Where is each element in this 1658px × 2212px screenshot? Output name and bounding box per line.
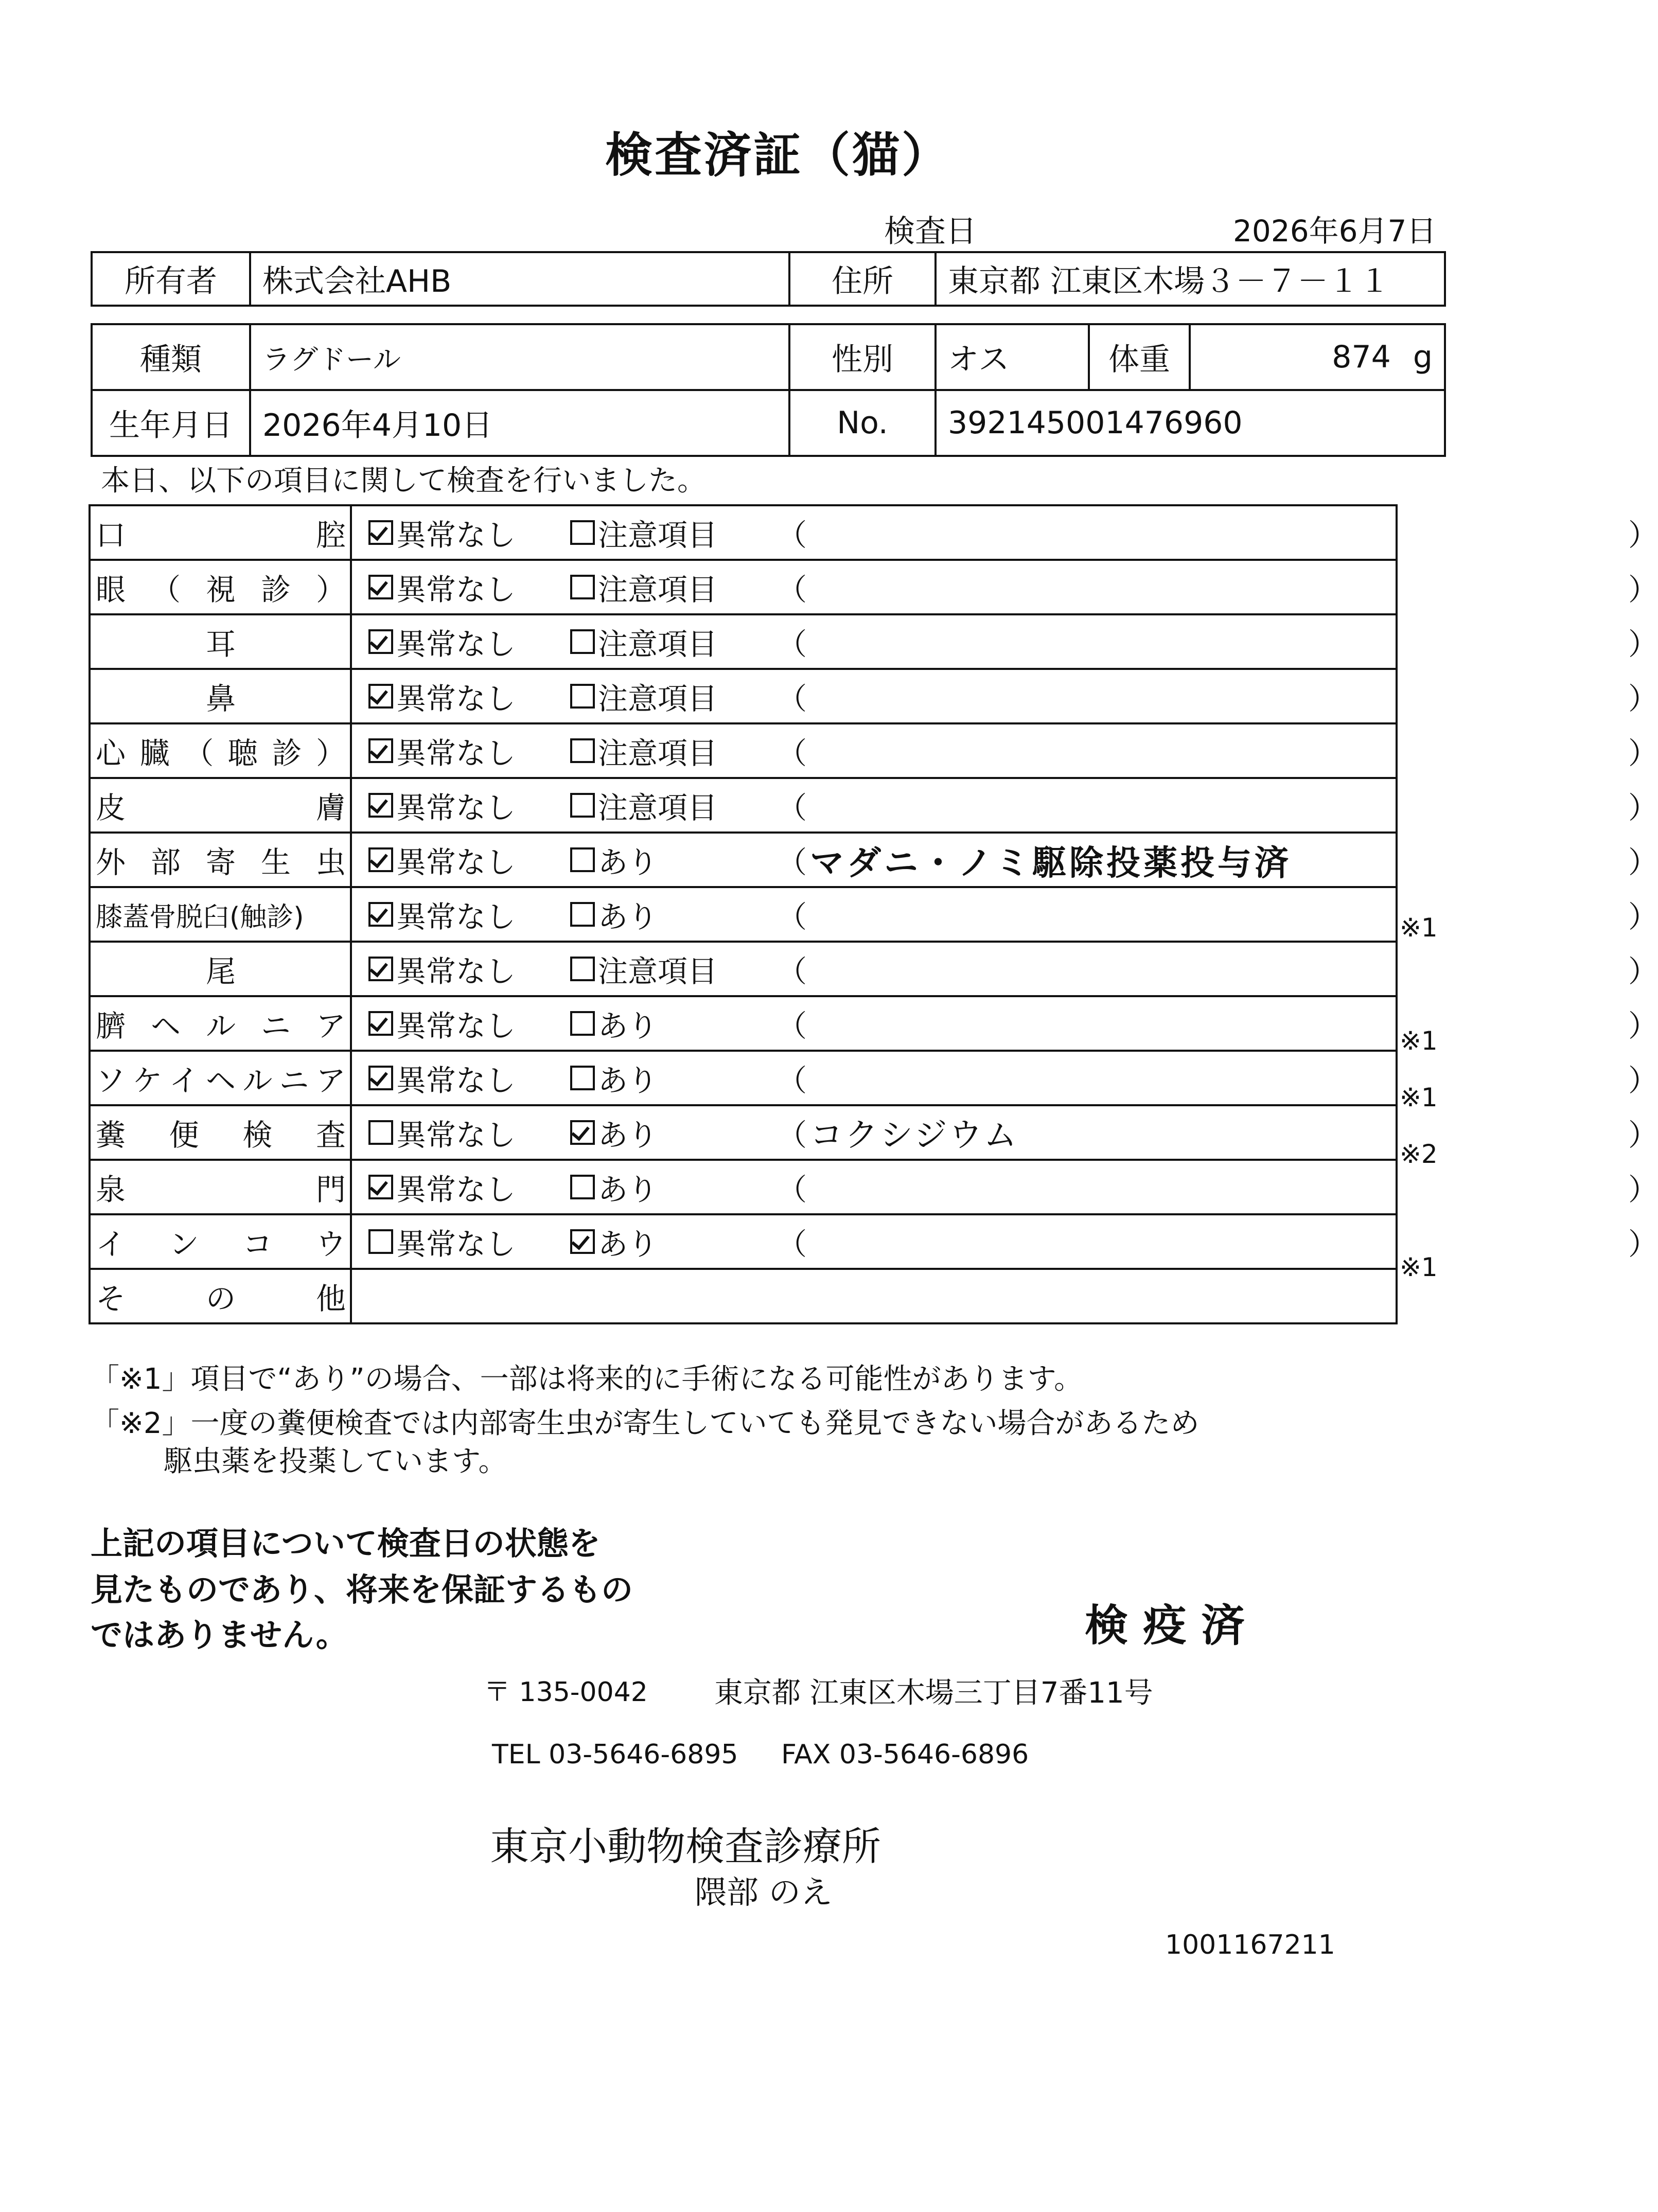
inspection-result	[351, 560, 1658, 614]
checkbox-unchecked[interactable]	[570, 575, 595, 599]
inspection-item-name	[90, 833, 351, 887]
option-normal-label: 異常なし	[396, 627, 516, 662]
item-name-char: ニ	[279, 1063, 309, 1098]
item-name-char: 虫	[315, 845, 346, 880]
option-present-label: あり	[598, 1227, 658, 1262]
item-name-char: 査	[315, 1118, 346, 1153]
inspection-item-name	[90, 1105, 351, 1160]
option-normal-label: 異常なし	[396, 954, 516, 989]
item-name-char: 皮	[96, 790, 126, 825]
address-label: 住所	[789, 252, 936, 306]
inspection-item-name	[90, 996, 351, 1051]
inspection-item-name	[90, 1160, 351, 1214]
checkbox-checked[interactable]	[368, 575, 393, 599]
option-normal-label: 異常なし	[396, 736, 516, 771]
footnote-1: 「※1」項目で“あり”の場合、一部は将来的に手術になる可能性があります。	[91, 1362, 1083, 1396]
checkbox-checked[interactable]	[368, 902, 393, 927]
option-present-label: あり	[598, 899, 658, 934]
item-name-text: 尾	[205, 954, 236, 989]
clinic-address: 東京都 江東区木場三丁目7番11号	[714, 1676, 1153, 1710]
disclaimer-line-3: ではありません。	[91, 1616, 348, 1654]
option-normal[interactable]	[368, 675, 516, 718]
inspection-row	[90, 942, 1397, 996]
option-present-label: あり	[598, 845, 658, 880]
inspection-row	[90, 833, 1397, 887]
inspection-result	[351, 833, 1658, 887]
option-caution-label: 注意項目	[598, 518, 718, 553]
inspection-item-name	[90, 1051, 351, 1105]
option-normal[interactable]	[368, 565, 516, 609]
option-present[interactable]	[570, 838, 658, 881]
option-normal[interactable]	[368, 1002, 516, 1045]
inspection-row	[90, 778, 1397, 833]
item-name-char: 外	[96, 845, 126, 880]
item-name-char: （	[184, 736, 214, 771]
note-paren-open: （	[777, 1227, 807, 1262]
option-normal[interactable]	[368, 1165, 516, 1209]
checkbox-checked[interactable]	[570, 1120, 595, 1145]
doctor-name: 隈部 のえ	[695, 1873, 833, 1911]
option-caution[interactable]	[570, 511, 717, 554]
inspection-table	[89, 504, 1658, 1324]
checkbox-checked[interactable]	[368, 520, 393, 545]
inspection-result	[351, 887, 1658, 942]
checkbox-unchecked[interactable]	[570, 684, 595, 709]
checkbox-unchecked[interactable]	[570, 1011, 595, 1036]
other-label-char: 他	[315, 1281, 346, 1316]
option-normal[interactable]	[368, 620, 516, 663]
inspection-result	[351, 669, 1658, 723]
item-name-char: 視	[205, 572, 236, 607]
option-normal-label: 異常なし	[396, 899, 516, 934]
checkbox-unchecked[interactable]	[570, 520, 595, 545]
inspection-result	[351, 1214, 1658, 1269]
option-present-label: あり	[598, 1063, 658, 1098]
option-present[interactable]	[570, 1111, 658, 1154]
note-paren-close: ）	[1628, 1008, 1658, 1043]
address-value: 東京都 江東区木場３－７－１１	[936, 252, 1445, 306]
checkbox-unchecked[interactable]	[570, 793, 595, 818]
item-name-char: 診	[260, 572, 291, 607]
inspection-result	[351, 1160, 1658, 1214]
checkbox-checked[interactable]	[368, 1175, 393, 1199]
footnote-mark: ※1	[1400, 913, 1438, 943]
item-name-char: コ	[242, 1227, 273, 1262]
item-name-text: 鼻	[205, 681, 236, 716]
item-name-char: ソ	[96, 1063, 126, 1098]
item-name-char: 口	[96, 518, 126, 553]
note-paren-close: ）	[1628, 899, 1658, 934]
note-paren-open: （	[777, 518, 807, 553]
option-normal-label: 異常なし	[396, 845, 516, 880]
note-paren-close: ）	[1628, 572, 1658, 607]
clinic-fax: FAX 03-5646-6896	[781, 1739, 1029, 1770]
note-paren-open: （	[777, 1118, 807, 1153]
disclaimer-line-1: 上記の項目について検査日の状態を	[91, 1525, 601, 1562]
item-name-char: 糞	[96, 1118, 126, 1153]
checkbox-unchecked[interactable]	[570, 738, 595, 763]
item-name-char: ア	[315, 1063, 346, 1098]
option-present-label: あり	[598, 1172, 658, 1207]
checkbox-unchecked[interactable]	[570, 902, 595, 927]
breed-label: 種類	[92, 324, 250, 390]
note-paren-open: （	[777, 790, 807, 825]
inspection-row	[90, 614, 1397, 669]
item-name-spread	[96, 511, 346, 554]
item-name-spread	[96, 1111, 346, 1154]
inspection-result	[351, 614, 1658, 669]
option-caution-label: 注意項目	[598, 627, 718, 662]
item-name-spread	[96, 838, 346, 881]
inspection-date-label: 検査日	[884, 214, 977, 250]
inspection-item-name	[90, 1214, 351, 1269]
item-name-char: 生	[260, 845, 291, 880]
item-name-char: イ	[169, 1063, 199, 1098]
option-normal-label: 異常なし	[396, 790, 516, 825]
option-normal[interactable]	[368, 947, 516, 990]
postal-code: 〒 135-0042	[484, 1677, 648, 1708]
owner-table	[91, 251, 1446, 307]
option-caution[interactable]	[570, 784, 717, 827]
item-name-spread	[96, 565, 346, 609]
item-name-char: 眼	[96, 572, 126, 607]
note-paren-open: （	[777, 572, 807, 607]
checkbox-unchecked[interactable]	[570, 847, 595, 872]
document-number: 1001167211	[1165, 1930, 1335, 1960]
note-paren-close: ）	[1628, 1063, 1658, 1098]
note-paren-close: ）	[1628, 1172, 1658, 1207]
sex-value: オス	[936, 324, 1089, 390]
inspection-row	[90, 887, 1397, 942]
clinic-name: 東京小動物検査診療所	[490, 1824, 881, 1869]
inspection-item-name	[90, 669, 351, 723]
footnote-mark: ※1	[1400, 1083, 1438, 1112]
checkbox-checked[interactable]	[368, 684, 393, 709]
other-label	[90, 1269, 351, 1323]
birthdate-value: 2026年4月10日	[250, 390, 789, 456]
item-name-spread	[96, 1056, 346, 1100]
item-name-char: 便	[169, 1118, 199, 1153]
inspection-row	[90, 1105, 1397, 1160]
footnote-mark: ※2	[1400, 1139, 1438, 1169]
inspection-item-name	[90, 942, 351, 996]
inspection-row	[90, 996, 1397, 1051]
option-normal[interactable]	[368, 511, 516, 554]
checkbox-checked[interactable]	[368, 1066, 393, 1090]
footnote-2: 「※2」一度の糞便検査では内部寄生虫が寄生していても発見できない場合があるため	[91, 1407, 1200, 1440]
inspection-result	[351, 1105, 1658, 1160]
note-paren-close: ）	[1628, 1118, 1658, 1153]
inspection-row	[90, 1160, 1397, 1214]
inspection-result	[351, 996, 1658, 1051]
footnote-mark: ※1	[1400, 1252, 1438, 1282]
owner-value: 株式会社AHB	[250, 252, 789, 306]
item-name-char: 聴	[227, 736, 258, 771]
checkbox-unchecked[interactable]	[368, 1229, 393, 1254]
footnote-2-continued: 駆虫薬を投薬しています。	[164, 1445, 507, 1478]
option-normal-label: 異常なし	[396, 518, 516, 553]
inspection-row	[90, 723, 1397, 778]
note-paren-open: （	[777, 627, 807, 662]
item-name-char: ）	[315, 572, 346, 607]
item-name-char: ヘ	[205, 1063, 236, 1098]
item-name-char: 寄	[205, 845, 236, 880]
owner-label: 所有者	[92, 252, 250, 306]
item-name-char: 診	[272, 736, 302, 771]
inspection-item-name	[90, 778, 351, 833]
item-name-char: 腔	[315, 518, 346, 553]
option-normal[interactable]	[368, 838, 516, 881]
item-name-char: ウ	[315, 1227, 346, 1262]
item-name-char: 膚	[315, 790, 346, 825]
item-name-text: 耳	[205, 627, 236, 662]
note-paren-close: ）	[1628, 736, 1658, 771]
item-name-char: 門	[315, 1172, 346, 1207]
note-paren-open: （	[777, 899, 807, 934]
item-name-spread	[96, 784, 346, 827]
checkbox-unchecked[interactable]	[368, 1120, 393, 1145]
option-present[interactable]	[570, 893, 658, 936]
option-normal[interactable]	[368, 1220, 516, 1263]
other-label-char: そ	[96, 1281, 126, 1316]
option-normal[interactable]	[368, 893, 516, 936]
item-name-char: ル	[242, 1063, 273, 1098]
checkbox-unchecked[interactable]	[570, 629, 595, 654]
inspection-item-name	[90, 505, 351, 560]
note-paren-open: （	[777, 681, 807, 716]
note-paren-close: ）	[1628, 518, 1658, 553]
quarantine-stamp: 検 疫 済	[1085, 1600, 1245, 1651]
option-present[interactable]	[570, 1002, 658, 1045]
option-normal[interactable]	[368, 1056, 516, 1100]
note-paren-open: （	[777, 954, 807, 989]
breed-value: ラグドール	[250, 324, 789, 390]
checkbox-checked[interactable]	[368, 957, 393, 981]
item-name-char: ン	[169, 1227, 199, 1262]
item-name-char: ケ	[132, 1063, 163, 1098]
birthdate-label: 生年月日	[92, 390, 250, 456]
checkbox-checked[interactable]	[368, 1011, 393, 1036]
inspection-row	[90, 505, 1397, 560]
inspection-result	[351, 942, 1658, 996]
note-paren-open: （	[777, 845, 807, 880]
weight-unit: g	[1413, 339, 1433, 375]
option-present-label: あり	[598, 1008, 658, 1043]
no-value: 392145001476960	[936, 390, 1445, 456]
item-name-char: 心	[96, 736, 126, 771]
option-caution-label: 注意項目	[598, 790, 718, 825]
inspection-item-name	[90, 887, 351, 942]
option-normal-label: 異常なし	[396, 1118, 516, 1153]
item-name-char: イ	[96, 1227, 126, 1262]
inspection-row	[90, 669, 1397, 723]
item-name-char: ヘ	[150, 1008, 181, 1043]
item-name-char: ア	[315, 1008, 346, 1043]
note-paren-close: ）	[1628, 1227, 1658, 1262]
note-paren-open: （	[777, 1008, 807, 1043]
checkbox-checked[interactable]	[570, 1229, 595, 1254]
option-normal-label: 異常なし	[396, 1172, 516, 1207]
inspection-item-name	[90, 723, 351, 778]
option-normal-label: 異常なし	[396, 681, 516, 716]
disclaimer-line-2: 見たものであり、将来を保証するもの	[91, 1571, 633, 1608]
item-name-spread	[96, 1002, 346, 1045]
item-name-text: 膝蓋骨脱臼(触診)	[96, 901, 304, 933]
item-name-char: 臓	[139, 736, 170, 771]
weight-cell	[1190, 324, 1445, 390]
option-present[interactable]	[570, 1220, 658, 1263]
inspection-item-name	[90, 560, 351, 614]
option-normal-label: 異常なし	[396, 1227, 516, 1262]
option-normal[interactable]	[368, 784, 516, 827]
item-name-char: 泉	[96, 1172, 126, 1207]
note-paren-close: ）	[1628, 681, 1658, 716]
option-normal[interactable]	[368, 729, 516, 772]
inspection-result	[351, 1051, 1658, 1105]
option-present-label: あり	[598, 1118, 658, 1153]
weight-value: 874	[1332, 339, 1391, 375]
option-caution[interactable]	[570, 620, 717, 663]
inspection-item-name	[90, 614, 351, 669]
item-name-spread	[96, 1165, 346, 1209]
inspection-row	[90, 1051, 1397, 1105]
note-paren-close: ）	[1628, 627, 1658, 662]
option-normal-label: 異常なし	[396, 1008, 516, 1043]
checkbox-unchecked[interactable]	[570, 957, 595, 981]
option-normal[interactable]	[368, 1111, 516, 1154]
animal-table	[91, 323, 1446, 457]
inspection-result	[351, 723, 1658, 778]
item-name-char: 部	[150, 845, 181, 880]
note-text: マダニ・ノミ駆除投薬投与済	[810, 843, 1292, 883]
item-name-char: 検	[242, 1118, 273, 1153]
inspection-date: 2026年6月7日	[1233, 214, 1437, 249]
footnote-mark: ※1	[1400, 1026, 1438, 1056]
item-name-char: ）	[315, 736, 346, 771]
item-name-spread	[96, 729, 346, 772]
other-value	[351, 1269, 1397, 1323]
checkbox-checked[interactable]	[368, 847, 393, 872]
item-name-char: （	[150, 572, 181, 607]
option-caution[interactable]	[570, 565, 717, 609]
checkbox-unchecked[interactable]	[570, 1175, 595, 1199]
note-paren-close: ）	[1628, 845, 1658, 880]
sex-label: 性別	[789, 324, 936, 390]
item-name-char: 臍	[96, 1008, 126, 1043]
option-present[interactable]	[570, 1056, 658, 1100]
option-caution[interactable]	[570, 947, 717, 990]
option-caution-label: 注意項目	[598, 954, 718, 989]
option-normal-label: 異常なし	[396, 572, 516, 607]
option-caution-label: 注意項目	[598, 681, 718, 716]
checkbox-checked[interactable]	[368, 793, 393, 818]
checkbox-checked[interactable]	[368, 629, 393, 654]
intro-text: 本日、以下の項目に関して検査を行いました。	[101, 464, 706, 498]
note-paren-open: （	[777, 1172, 807, 1207]
checkbox-checked[interactable]	[368, 738, 393, 763]
no-label: No.	[789, 390, 936, 456]
item-name-spread	[96, 1220, 346, 1263]
weight-label: 体重	[1089, 324, 1190, 390]
document-title: 検査済証（猫）	[605, 128, 951, 183]
note-paren-close: ）	[1628, 790, 1658, 825]
item-name-char: ル	[205, 1008, 236, 1043]
inspection-result	[351, 505, 1658, 560]
option-caution-label: 注意項目	[598, 572, 718, 607]
note-paren-close: ）	[1628, 954, 1658, 989]
option-caution[interactable]	[570, 729, 717, 772]
inspection-row	[90, 560, 1397, 614]
inspection-row	[90, 1214, 1397, 1269]
note-paren-open: （	[777, 736, 807, 771]
option-caution[interactable]	[570, 675, 717, 718]
option-normal-label: 異常なし	[396, 1063, 516, 1098]
other-label-char: の	[205, 1281, 236, 1316]
checkbox-unchecked[interactable]	[570, 1066, 595, 1090]
option-present[interactable]	[570, 1165, 658, 1209]
inspection-result	[351, 778, 1658, 833]
clinic-tel: TEL 03-5646-6895	[492, 1739, 738, 1770]
note-paren-open: （	[777, 1063, 807, 1098]
item-name-char: ニ	[260, 1008, 291, 1043]
note-text: コクシジウム	[810, 1117, 1019, 1155]
option-caution-label: 注意項目	[598, 736, 718, 771]
